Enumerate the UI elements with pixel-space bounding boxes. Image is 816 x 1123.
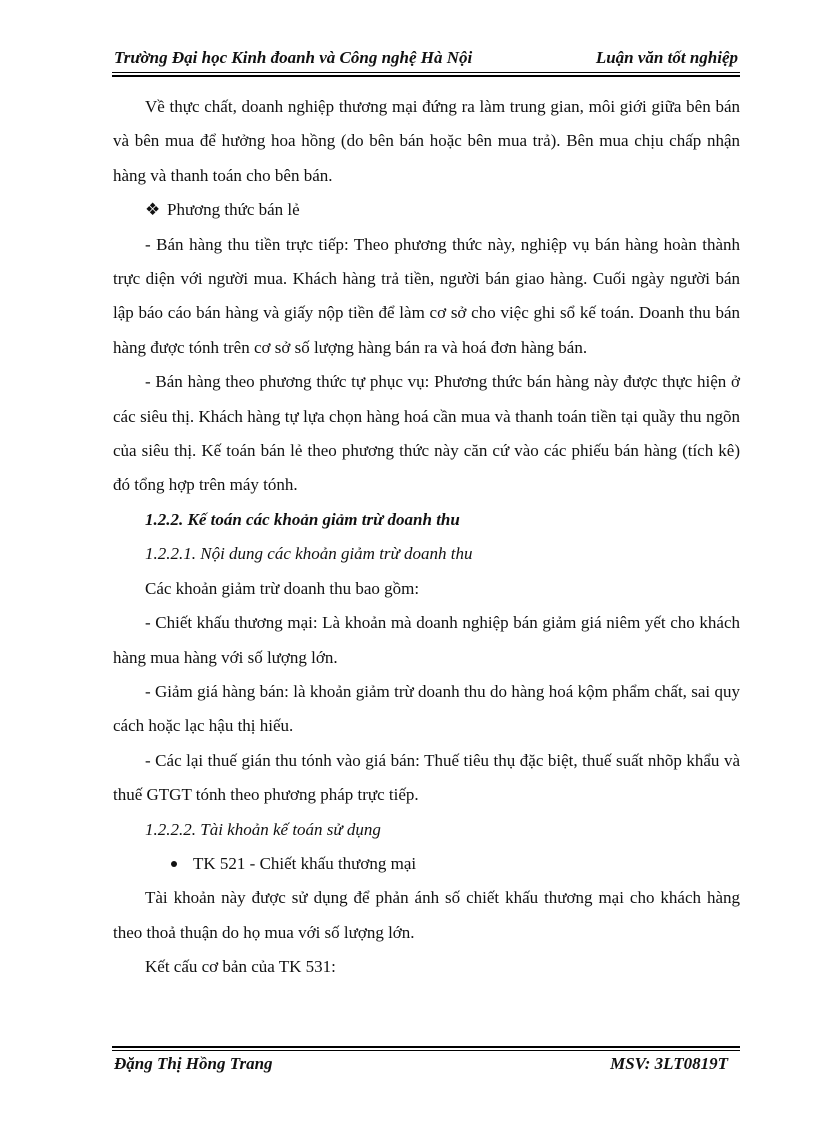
paragraph-trade-discount: - Chiết khấu thương mại: Là khoản mà doanh nghiệp bán giảm giá niêm yết cho khách hàng mua hàng với số lượng lớn. xyxy=(113,613,740,667)
paragraph-intermediary: Về thực chất, doanh nghiệp thương mại đứng ra làm trung gian, môi giới giữa bên bán và bên mua để hưởng hoa hồng (do bên bán hoặc bên mua trả). Bên mua chịu chấp nhận hàng và thanh toán cho bên bán. xyxy=(113,97,740,185)
paragraph-account-structure: Kết cấu cơ bản của TK 531: xyxy=(145,957,336,977)
page-body xyxy=(113,90,740,985)
paragraph-indirect-taxes: - Các lại thuế gián thu tónh vào giá bán: Thuế tiêu thụ đặc biệt, thuế suất nhõp khẩu và thuế GTGT tónh theo phương pháp trực tiếp. xyxy=(113,750,740,805)
header-rule-bottom xyxy=(112,75,740,77)
header-school-name: Trường Đại học Kinh đoanh và Công nghệ Hà Nội xyxy=(114,48,473,67)
footer-student-id: MSV: 3LT0819T xyxy=(610,1054,728,1073)
subheading-retail-methods-text: Phương thức bán lẻ xyxy=(167,200,300,220)
subheading-retail-methods xyxy=(113,193,740,227)
section-heading-1-2-2-2: 1.2.2.2. Tài khoản kế toán sử dụng xyxy=(145,819,381,839)
paragraph-direct-sales: - Bán hàng thu tiền trực tiếp: Theo phương thức này, nghiệp vụ bán hàng hoàn thành trực diện với người mua. Khách hàng trả tiền, người bán giao hàng. Cuối ngày người bán lập báo cáo bán hàng và giấy nộp tiền để làm cơ sở cho việc ghi sổ kế toán. Doanh thu bán hàng được tónh trên cơ sở số lượng hàng bán ra và hoá đơn hàng bán. xyxy=(113,234,740,357)
paragraph-sales-allowance: - Giảm giá hàng bán: là khoản giảm trừ doanh thu do hàng hoá kộm phẩm chất, sai quy cách hoặc lạc hậu thị hiếu. xyxy=(113,681,740,736)
header-rule-top xyxy=(112,72,740,73)
footer-rule-bottom xyxy=(112,1050,740,1051)
bullet-item-tk521 xyxy=(113,847,740,881)
diamond-bullet-icon: ❖ xyxy=(145,200,161,220)
section-heading-1-2-2-1: 1.2.2.1. Nội dung các khoản giảm trừ doanh thu xyxy=(145,544,473,564)
bullet-item-tk521-text: TK 521 - Chiết khấu thương mại xyxy=(193,853,417,873)
footer-rule-top xyxy=(112,1046,740,1048)
header-document-type: Luận văn tốt nghiệp xyxy=(595,48,738,67)
page-header xyxy=(112,46,740,72)
paragraph-account-purpose: Tài khoản này được sử dụng để phản ánh số chiết khấu thương mại cho khách hàng theo thoả thuận do họ mua với số lượng lớn. xyxy=(113,888,740,942)
bullet-dot-icon xyxy=(171,861,177,867)
paragraph-self-service: - Bán hàng theo phương thức tự phục vụ: Phương thức bán hàng này được thực hiện ở các siêu thị. Khách hàng tự lựa chọn hàng hoá cần mua và thanh toán tiền tại quầy thu ngõn của siêu thị. Kế toán bán lẻ theo phương thức này căn cứ vào các phiếu bán hàng (tích kê) đó tổng hợp trên máy tónh. xyxy=(113,372,740,495)
section-heading-1-2-2: 1.2.2. Kế toán các khoản giảm trừ doanh thu xyxy=(145,509,460,529)
page-footer xyxy=(112,1042,740,1082)
paragraph-deductions-intro: Các khoản giảm trừ doanh thu bao gồm: xyxy=(145,578,420,598)
footer-author-name: Đặng Thị Hồng Trang xyxy=(114,1054,273,1073)
